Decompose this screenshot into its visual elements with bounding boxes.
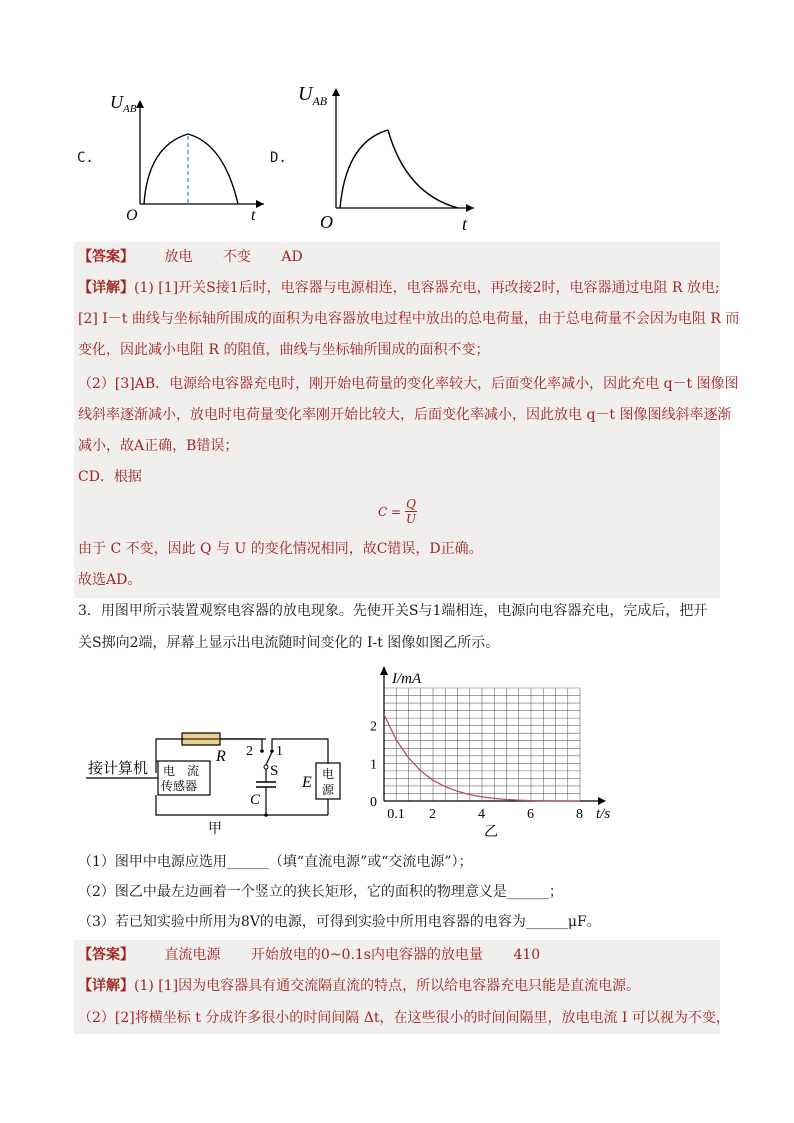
switch-pos-2-label: 2 xyxy=(246,744,253,759)
answer-label: 【答案】 xyxy=(78,249,134,265)
graph-d-x-label: t xyxy=(462,214,468,234)
graph-d xyxy=(296,76,486,236)
circuit-caption: 甲 xyxy=(208,822,222,837)
answer-2: 不变 xyxy=(222,249,251,265)
y-axis-arrow xyxy=(380,666,388,675)
x-tick-label: 4 xyxy=(478,807,485,822)
option-d-label: D. xyxy=(270,150,287,166)
q2-detail-line-1: 【详解】(1) [1]开关S接1后时，电容器与电源相连，电容器充电，再改接2时，电容器通过电阻 R 放电; xyxy=(78,280,720,296)
computer-label: 接计算机 xyxy=(88,761,149,777)
sensor-text-2: 传感器 xyxy=(161,779,198,793)
x-tick-label: 2 xyxy=(429,807,436,822)
chart-grid xyxy=(384,688,580,801)
answer-3: 410 xyxy=(513,947,541,963)
circuit-wires xyxy=(86,725,356,840)
q2-detail-line-2: [2] I－t 曲线与坐标轴所围成的面积为电容器放电过程中放出的总电荷量，由于总电荷量不会因为电阻 R 而 xyxy=(78,311,740,327)
y-tick-label: 0 xyxy=(370,795,377,810)
option-c-label: C. xyxy=(77,150,94,166)
source-label: E xyxy=(302,774,312,791)
graph-d-origin: O xyxy=(320,212,333,232)
answer-label: 【答案】 xyxy=(78,947,134,963)
source-text-1: 电 xyxy=(322,767,335,781)
q3-stem-line-2: 关S掷向2端，屏幕上显示出电流随时间变化的 I-t 图像如图乙所示。 xyxy=(78,635,500,651)
sensor-text-1: 电 流 xyxy=(163,764,200,778)
x-tick-label: 8 xyxy=(576,807,583,822)
answer-3: AD xyxy=(281,249,303,265)
graph-c xyxy=(104,86,274,226)
it-chart xyxy=(362,666,622,844)
q2-detail-line-7: CD．根据 xyxy=(78,469,142,485)
answer-1: 放电 xyxy=(164,249,193,265)
graph-c-x-label: t xyxy=(251,207,256,224)
graph-d-y-label: $U_{AB}$ xyxy=(298,83,328,108)
q3-sub-1: （1）图甲中电源应选用______（填“直流电源”或“交流电源”）； xyxy=(78,854,473,870)
q2-detail-line-8: 由于 C 不变，因此 Q 与 U 的变化情况相同，故C错误，D正确。 xyxy=(78,541,483,557)
q3-stem-line-1: 3．用图甲所示装置观察电容器的放电现象。先使开关S与1端相连，电源向电容器充电，完成后，把开 xyxy=(78,603,708,619)
switch-label: S xyxy=(270,763,279,779)
switch-pos-1-label: 1 xyxy=(276,744,283,759)
q3-sub-2: （2）图乙中最左边画着一个竖立的狭长矩形，它的面积的物理意义是______； xyxy=(78,884,563,900)
q3-answer-line xyxy=(78,945,540,965)
q3-sub-3: （3）若已知实验中所用为8V的电源，可得到实验中所用电容器的电容为______μF。 xyxy=(78,914,601,930)
resistor-label: R xyxy=(216,748,226,765)
y-tick-label: 1 xyxy=(370,757,377,773)
capacitance-formula: C = Q U xyxy=(378,497,417,526)
q3-detail-line-1: 【详解】(1) [1]因为电容器具有通交流隔直流的特点，所以给电容器充电只能是直流电源。 xyxy=(78,978,641,994)
q2-detail-line-6: 减小，故A正确，B错误； xyxy=(78,438,239,454)
x-tick-label: 6 xyxy=(527,807,534,822)
detail-label: 【详解】 xyxy=(78,978,134,994)
graph-c-y-label: $U_{AB}$ xyxy=(110,92,137,115)
x-axis-arrow xyxy=(598,797,606,805)
q2-detail-line-4: （2）[3]AB．电源给电容器充电时，刚开始电荷量的变化率较大，后面变化率减小，因此充电 q－t 图像图 xyxy=(78,376,739,392)
chart-y-label: I/mA xyxy=(392,671,422,687)
capacitor-label: C xyxy=(250,792,261,808)
q2-detail-line-5: 线斜率逐渐减小，放电时电荷量变化率刚开始比较大，后面变化率减小，因此放电 q－t 图像图线斜率逐渐 xyxy=(78,407,732,423)
q3-detail-line-2: （2）[2]将横坐标 t 分成许多很小的时间间隔 Δt，在这些很小的时间间隔里，放电电流 I 可以视为不变， xyxy=(78,1010,730,1026)
graph-c-origin: O xyxy=(126,207,138,224)
q2-detail-line-3: 变化，因此减小电阻 R 的阻值，曲线与坐标轴所围成的面积不变； xyxy=(78,342,490,358)
chart-caption: 乙 xyxy=(484,825,498,840)
answer-2: 开始放电的0~0.1s内电容器的放电量 xyxy=(250,947,483,963)
q2-answer-line xyxy=(78,247,303,267)
detail-label: 【详解】 xyxy=(78,280,134,296)
answer-1: 直流电源 xyxy=(164,947,221,963)
source-text-2: 源 xyxy=(322,783,335,797)
x-tick-label: 0.1 xyxy=(387,807,405,822)
y-tick-label: 2 xyxy=(370,719,377,735)
q2-detail-line-9: 故选AD。 xyxy=(78,572,142,588)
chart-x-label: t/s xyxy=(596,806,611,822)
